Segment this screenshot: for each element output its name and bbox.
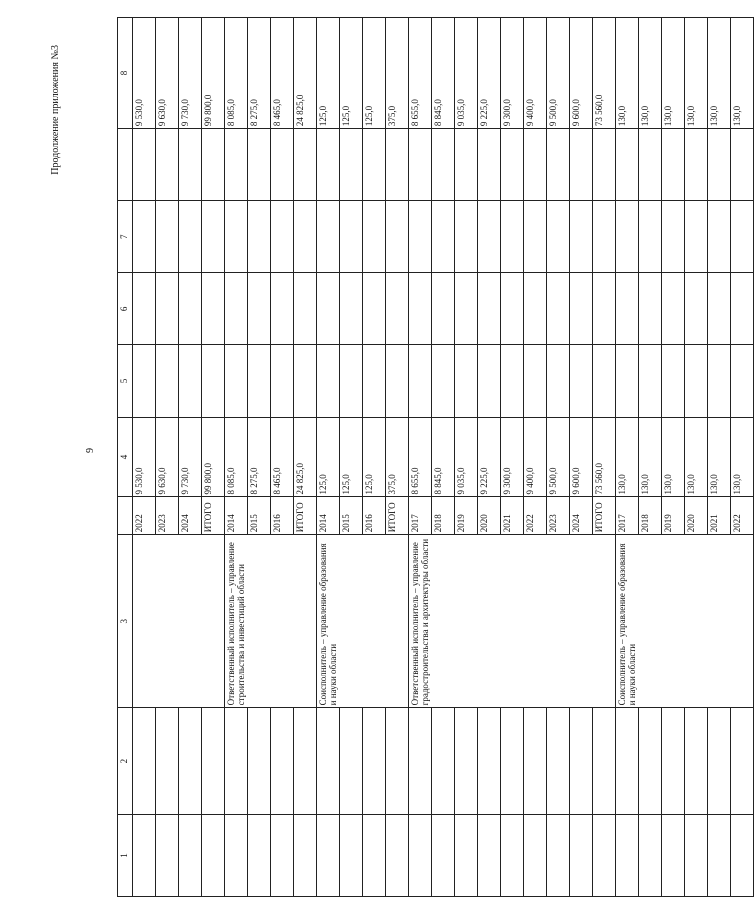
cell-year: 2018 [639,497,662,535]
cell-col2 [317,708,340,815]
cell-col1 [156,814,179,896]
cell-col4: 130,0 [639,417,662,497]
cell-col5 [202,345,225,417]
table-row [294,18,317,897]
cell-col4: 130,0 [685,417,708,497]
cell-spacer [685,129,708,201]
cell-col6 [524,273,547,345]
cell-col4: 130,0 [708,417,731,497]
cell-col4: 130,0 [662,417,685,497]
cell-col6 [708,273,731,345]
cell-col5 [570,345,593,417]
cell-spacer [547,129,570,201]
table-row [478,18,501,897]
executor-cell: Соисполнитель – управление образования и науки области [616,535,754,708]
cell-col7 [593,201,616,273]
cell-spacer [409,129,432,201]
cell-col8: 8 845,0 [432,18,455,129]
cell-col5 [432,345,455,417]
table-row [639,18,662,897]
cell-spacer [294,129,317,201]
cell-col5 [248,345,271,417]
cell-col8: 9 730,0 [179,18,202,129]
cell-col2 [386,708,409,815]
cell-year: ИТОГО [386,497,409,535]
cell-spacer [271,129,294,201]
col-header-spacer [118,129,133,201]
cell-spacer [340,129,363,201]
cell-col4: 9 530,0 [133,417,156,497]
page-number: 9 [85,448,96,453]
cell-year: 2022 [133,497,156,535]
table-row [317,18,340,897]
cell-spacer [708,129,731,201]
cell-col8: 9 630,0 [156,18,179,129]
cell-col5 [547,345,570,417]
cell-year: 2021 [708,497,731,535]
cell-col4: 125,0 [317,417,340,497]
col-header-4: 4 [118,417,133,497]
cell-col8: 73 560,0 [593,18,616,129]
cell-col5 [294,345,317,417]
cell-spacer [432,129,455,201]
cell-col1 [432,814,455,896]
continuation-label: Продолжение приложения №3 [50,45,61,175]
cell-col7 [731,201,754,273]
cell-col4: 99 800,0 [202,417,225,497]
cell-spacer [248,129,271,201]
cell-col4: 9 630,0 [156,417,179,497]
cell-year: 2017 [409,497,432,535]
table-row [662,18,685,897]
cell-year: ИТОГО [202,497,225,535]
cell-col2 [685,708,708,815]
cell-col2 [547,708,570,815]
table-row [156,18,179,897]
cell-col8: 8 085,0 [225,18,248,129]
cell-col6 [662,273,685,345]
cell-col4: 24 825,0 [294,417,317,497]
table-row [340,18,363,897]
cell-col8: 130,0 [731,18,754,129]
cell-col4: 125,0 [363,417,386,497]
cell-col7 [294,201,317,273]
cell-spacer [524,129,547,201]
cell-col1 [570,814,593,896]
cell-col8: 9 530,0 [133,18,156,129]
cell-year: 2016 [363,497,386,535]
cell-col4: 8 275,0 [248,417,271,497]
cell-col6 [616,273,639,345]
cell-col7 [363,201,386,273]
cell-col7 [501,201,524,273]
cell-col1 [202,814,225,896]
cell-col8: 375,0 [386,18,409,129]
table-row [501,18,524,897]
cell-col2 [248,708,271,815]
cell-col6 [340,273,363,345]
cell-col5 [271,345,294,417]
column-number-row [118,18,133,897]
cell-year: 2024 [179,497,202,535]
cell-col8: 8 655,0 [409,18,432,129]
cell-col5 [386,345,409,417]
cell-col5 [685,345,708,417]
cell-col7 [386,201,409,273]
cell-col6 [386,273,409,345]
cell-col5 [133,345,156,417]
col-header-7: 7 [118,201,133,273]
col-header-1: 1 [118,814,133,896]
executor-cell: Ответственный исполнитель – управление строительства и инвестиций области [225,535,317,708]
cell-col4: 8 085,0 [225,417,248,497]
cell-col2 [570,708,593,815]
cell-year: 2015 [340,497,363,535]
cell-col4: 9 225,0 [478,417,501,497]
cell-col4: 73 560,0 [593,417,616,497]
cell-col7 [133,201,156,273]
cell-col1 [271,814,294,896]
cell-col2 [432,708,455,815]
cell-col1 [662,814,685,896]
cell-spacer [616,129,639,201]
cell-col7 [639,201,662,273]
cell-col7 [616,201,639,273]
cell-col1 [478,814,501,896]
cell-year: 2018 [432,497,455,535]
cell-col7 [179,201,202,273]
cell-col4: 9 035,0 [455,417,478,497]
cell-col5 [156,345,179,417]
cell-spacer [570,129,593,201]
cell-col8: 125,0 [340,18,363,129]
cell-col6 [248,273,271,345]
cell-col1 [455,814,478,896]
cell-col2 [524,708,547,815]
cell-year: 2016 [271,497,294,535]
cell-col2 [593,708,616,815]
cell-col6 [133,273,156,345]
cell-col2 [708,708,731,815]
cell-col4: 9 400,0 [524,417,547,497]
cell-col2 [478,708,501,815]
cell-col6 [639,273,662,345]
cell-col7 [524,201,547,273]
cell-col8: 9 300,0 [501,18,524,129]
col-header-5: 5 [118,345,133,417]
cell-col1 [133,814,156,896]
cell-col6 [294,273,317,345]
cell-col1 [547,814,570,896]
cell-col7 [708,201,731,273]
cell-col4: 8 845,0 [432,417,455,497]
cell-col6 [685,273,708,345]
cell-col4: 9 730,0 [179,417,202,497]
cell-col8: 8 275,0 [248,18,271,129]
cell-col5 [317,345,340,417]
table-row [202,18,225,897]
cell-col8: 130,0 [685,18,708,129]
cell-col6 [225,273,248,345]
cell-year: 2019 [455,497,478,535]
cell-col1 [524,814,547,896]
cell-col4: 130,0 [616,417,639,497]
col-header-2: 2 [118,708,133,815]
cell-spacer [455,129,478,201]
table-row [225,18,248,897]
cell-col1 [225,814,248,896]
cell-year: 2024 [570,497,593,535]
cell-col5 [455,345,478,417]
cell-col1 [593,814,616,896]
table-row [685,18,708,897]
cell-col4: 125,0 [340,417,363,497]
table-row [455,18,478,897]
table-row [133,18,156,897]
table-row [271,18,294,897]
cell-col8: 9 035,0 [455,18,478,129]
cell-year: 2023 [547,497,570,535]
cell-col1 [731,814,754,896]
cell-col5 [662,345,685,417]
cell-col4: 8 465,0 [271,417,294,497]
cell-col6 [317,273,340,345]
table-row [524,18,547,897]
cell-col8: 9 225,0 [478,18,501,129]
cell-col6 [156,273,179,345]
cell-spacer [363,129,386,201]
col-header-8: 8 [118,18,133,129]
table-row [179,18,202,897]
cell-col8: 9 500,0 [547,18,570,129]
cell-col4: 9 500,0 [547,417,570,497]
cell-spacer [501,129,524,201]
cell-col8: 9 400,0 [524,18,547,129]
cell-col8: 130,0 [639,18,662,129]
cell-col6 [478,273,501,345]
cell-year: ИТОГО [593,497,616,535]
cell-col1 [294,814,317,896]
cell-spacer [731,129,754,201]
cell-col7 [662,201,685,273]
cell-col7 [455,201,478,273]
cell-year: 2019 [662,497,685,535]
cell-col5 [593,345,616,417]
executor-cell: Ответственный исполнитель – управление градостроительства и архитектуры области [409,535,616,708]
cell-col6 [455,273,478,345]
cell-col8: 130,0 [662,18,685,129]
cell-col8: 9 600,0 [570,18,593,129]
cell-col1 [317,814,340,896]
cell-year: 2021 [501,497,524,535]
table-row [547,18,570,897]
cell-spacer [202,129,225,201]
cell-col6 [501,273,524,345]
table-row [708,18,731,897]
cell-col1 [179,814,202,896]
col-header-6: 6 [118,273,133,345]
table-row [409,18,432,897]
cell-col5 [501,345,524,417]
table-row [593,18,616,897]
cell-col8: 130,0 [708,18,731,129]
cell-spacer [593,129,616,201]
cell-col2 [340,708,363,815]
cell-col6 [593,273,616,345]
cell-col6 [179,273,202,345]
cell-col5 [340,345,363,417]
cell-col5 [363,345,386,417]
cell-col8: 99 800,0 [202,18,225,129]
cell-col6 [547,273,570,345]
cell-year: 2020 [685,497,708,535]
cell-col2 [271,708,294,815]
cell-col7 [409,201,432,273]
cell-col7 [340,201,363,273]
cell-col2 [156,708,179,815]
cell-year: 2015 [248,497,271,535]
cell-col5 [639,345,662,417]
cell-col2 [409,708,432,815]
cell-col1 [616,814,639,896]
cell-col8: 125,0 [363,18,386,129]
cell-col2 [616,708,639,815]
col-header-3: 3 [118,535,133,708]
cell-year: 2023 [156,497,179,535]
executor-cell: Соисполнитель – управление образования и науки области [317,535,409,708]
cell-col7 [317,201,340,273]
cell-col1 [409,814,432,896]
table-row [432,18,455,897]
cell-col5 [225,345,248,417]
cell-spacer [156,129,179,201]
table-row [363,18,386,897]
cell-spacer [386,129,409,201]
cell-col4: 8 655,0 [409,417,432,497]
cell-col7 [685,201,708,273]
cell-spacer [639,129,662,201]
cell-col1 [340,814,363,896]
cell-col6 [271,273,294,345]
cell-col1 [708,814,731,896]
cell-col4: 375,0 [386,417,409,497]
cell-col5 [731,345,754,417]
cell-spacer [179,129,202,201]
cell-col8: 8 465,0 [271,18,294,129]
cell-col1 [386,814,409,896]
cell-year: 2020 [478,497,501,535]
cell-spacer [133,129,156,201]
cell-col5 [524,345,547,417]
cell-col4: 9 600,0 [570,417,593,497]
cell-col6 [432,273,455,345]
cell-col2 [662,708,685,815]
cell-year: 2022 [524,497,547,535]
cell-col5 [616,345,639,417]
cell-col5 [179,345,202,417]
cell-col1 [685,814,708,896]
cell-col2 [294,708,317,815]
executor-cell [133,535,225,708]
cell-col7 [271,201,294,273]
cell-col7 [432,201,455,273]
cell-year: 2014 [317,497,340,535]
cell-col2 [639,708,662,815]
cell-spacer [225,129,248,201]
cell-col6 [731,273,754,345]
cell-year: 2022 [731,497,754,535]
cell-col6 [570,273,593,345]
table-row [570,18,593,897]
col-header-year [118,497,133,535]
cell-col7 [248,201,271,273]
cell-col8: 130,0 [616,18,639,129]
table-row [386,18,409,897]
cell-spacer [317,129,340,201]
table-row [616,18,639,897]
cell-col7 [202,201,225,273]
table-row [248,18,271,897]
cell-col6 [409,273,432,345]
cell-col7 [156,201,179,273]
cell-col2 [225,708,248,815]
cell-col2 [501,708,524,815]
cell-col2 [455,708,478,815]
cell-spacer [662,129,685,201]
cell-col4: 9 300,0 [501,417,524,497]
cell-col1 [248,814,271,896]
cell-col2 [363,708,386,815]
cell-col7 [570,201,593,273]
cell-col7 [225,201,248,273]
cell-col2 [731,708,754,815]
cell-col5 [409,345,432,417]
cell-year: ИТОГО [294,497,317,535]
cell-col2 [202,708,225,815]
cell-col8: 24 825,0 [294,18,317,129]
cell-col4: 130,0 [731,417,754,497]
cell-spacer [478,129,501,201]
cell-col1 [639,814,662,896]
cell-col7 [478,201,501,273]
cell-col2 [179,708,202,815]
cell-col1 [501,814,524,896]
cell-year: 2014 [225,497,248,535]
cell-col1 [363,814,386,896]
cell-col5 [478,345,501,417]
cell-col6 [363,273,386,345]
cell-col5 [708,345,731,417]
cell-year: 2017 [616,497,639,535]
cell-col8: 125,0 [317,18,340,129]
cell-col2 [133,708,156,815]
data-table [117,17,754,897]
cell-col6 [202,273,225,345]
table-row [731,18,754,897]
cell-col7 [547,201,570,273]
